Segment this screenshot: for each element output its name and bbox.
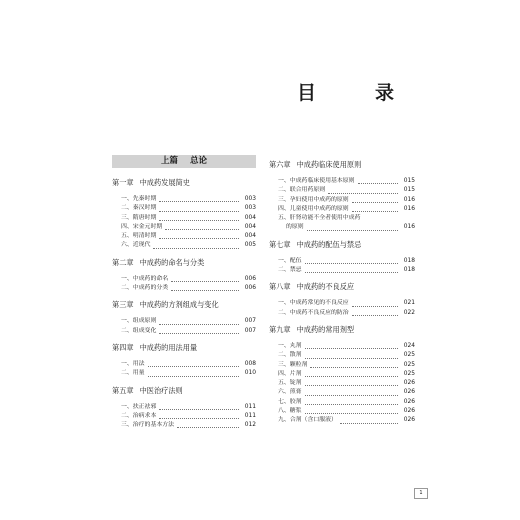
chapter-title: 中成药的不良反应 (296, 282, 355, 292)
entry-page: 025 (403, 361, 415, 368)
dot-leader (159, 418, 239, 419)
dot-leader (171, 290, 239, 291)
dot-leader (340, 423, 398, 424)
dot-leader (148, 376, 239, 377)
entry-page: 024 (403, 342, 415, 349)
chapter-title: 中成药的方剂组成与变化 (139, 300, 219, 310)
part-name: 总论 (190, 156, 208, 166)
entry-label: 一、中成药的命名 (121, 275, 169, 282)
dot-leader (305, 385, 398, 386)
entry-label: 二、中成药的分类 (121, 285, 169, 292)
chapter-number: 第八章 (269, 282, 291, 292)
dot-leader (305, 376, 398, 377)
part-label: 上篇 (160, 156, 178, 166)
entry-page: 025 (403, 352, 415, 359)
entry-page: 016 (403, 196, 415, 203)
dot-leader (305, 358, 398, 359)
toc-entry[interactable] (269, 351, 415, 360)
chapter-block (112, 300, 256, 336)
entry-label: 二、联合用药原则 (278, 187, 326, 194)
entry-page: 026 (403, 398, 415, 405)
chapter-heading[interactable] (269, 240, 415, 250)
dot-leader (305, 263, 398, 264)
chapter-heading[interactable] (269, 325, 415, 335)
toc-entry[interactable] (112, 412, 256, 421)
toc-entry[interactable] (112, 223, 256, 232)
toc-entry[interactable] (269, 309, 415, 318)
entry-label: 二、用量 (121, 370, 145, 377)
toc-entry[interactable] (112, 241, 256, 250)
chapter-heading[interactable] (112, 258, 256, 268)
chapter-title: 中医治疗法则 (139, 385, 183, 395)
chapter-block (269, 160, 415, 233)
chapter-number: 第二章 (112, 257, 134, 267)
entry-page: 016 (403, 224, 415, 231)
entry-page: 026 (403, 380, 415, 387)
entry-page: 015 (403, 187, 415, 194)
dot-leader (153, 248, 239, 249)
entry-page: 006 (244, 285, 256, 292)
toc-entry[interactable] (269, 370, 415, 379)
chapter-number: 第三章 (112, 300, 134, 310)
entry-page: 015 (403, 178, 415, 184)
entry-page: 005 (244, 242, 256, 249)
dot-leader (171, 281, 239, 282)
dot-leader (159, 201, 239, 202)
chapter-number: 第五章 (112, 385, 134, 395)
entry-page: 007 (244, 327, 256, 334)
dot-leader (159, 211, 239, 212)
toc-entry[interactable] (112, 232, 256, 241)
entry-page: 016 (403, 205, 415, 212)
entry-label: 七、胶剂 (278, 398, 302, 405)
entry-label: 三、治疗的基本方法 (121, 422, 175, 429)
entry-label: 二、散剂 (278, 352, 302, 359)
entry-page: 010 (244, 370, 256, 377)
toc-entry[interactable] (112, 369, 256, 378)
chapter-title: 中成药发展简史 (139, 178, 190, 187)
toc-entry[interactable] (112, 403, 256, 412)
entry-label: 的原则 (286, 224, 304, 231)
toc-entry[interactable] (112, 317, 256, 326)
entry-page: 004 (244, 233, 256, 240)
toc-entry[interactable] (269, 416, 415, 425)
toc-entry[interactable] (269, 196, 415, 205)
dot-leader (159, 333, 239, 334)
toc-title: 目 录 (296, 82, 414, 104)
chapter-block (112, 178, 256, 251)
toc-entry[interactable] (269, 214, 415, 223)
entry-label: 二、治病求本 (121, 412, 157, 419)
entry-label: 三、孕妇使用中成药的原则 (278, 196, 349, 203)
chapter-heading[interactable] (112, 178, 256, 188)
entry-page: 026 (403, 389, 415, 396)
toc-entry[interactable] (269, 388, 415, 397)
page-number: 1 (414, 488, 428, 499)
entry-label: 四、宋金元时期 (121, 223, 163, 230)
toc-entry[interactable] (269, 407, 415, 416)
entry-label: 二、秦汉时期 (121, 205, 157, 212)
chapter-title: 中成药的用法用量 (139, 342, 198, 352)
dot-leader (165, 229, 239, 230)
toc-entry[interactable] (269, 257, 415, 266)
dot-leader (148, 366, 239, 367)
entry-label: 五、肝肾功能不全者使用中成药 (278, 215, 361, 222)
entry-label: 九、合剂（含口服液） (278, 417, 337, 424)
part-header (112, 155, 256, 168)
entry-label: 一、配伍 (278, 257, 302, 264)
dot-leader (352, 306, 398, 307)
entry-page: 026 (403, 417, 415, 424)
toc-entry[interactable] (112, 204, 256, 213)
entry-label: 六、近现代 (121, 242, 151, 249)
chapter-heading[interactable] (112, 300, 256, 310)
entry-page: 011 (244, 412, 256, 419)
dot-leader (358, 183, 398, 184)
toc-entry[interactable] (269, 361, 415, 370)
entry-page: 003 (244, 205, 256, 212)
entry-label: 六、煎膏 (278, 389, 302, 396)
entry-page: 025 (403, 370, 415, 377)
entry-label: 一、扶正祛邪 (121, 403, 157, 410)
chapter-block (112, 386, 256, 431)
entry-page: 007 (244, 318, 256, 325)
dot-leader (305, 413, 398, 414)
entry-label: 一、丸剂 (278, 342, 302, 349)
entry-page: 011 (244, 403, 256, 410)
entry-page: 004 (244, 214, 256, 221)
toc-entry[interactable] (269, 205, 415, 214)
toc-entry[interactable] (112, 421, 256, 430)
chapter-heading[interactable] (112, 386, 256, 396)
toc-entry[interactable] (112, 214, 256, 223)
toc-entry[interactable] (269, 223, 415, 232)
entry-label: 五、明清时期 (121, 233, 157, 240)
entry-label: 四、儿童使用中成药的原则 (278, 205, 349, 212)
entry-label: 一、先秦时期 (121, 196, 157, 202)
entry-label: 八、糖浆 (278, 408, 302, 415)
toc-entry[interactable] (112, 275, 256, 284)
entry-page: 022 (403, 309, 415, 316)
entry-label: 二、中成药不良反应的防治 (278, 309, 349, 316)
toc-entry[interactable] (269, 379, 415, 388)
dot-leader (305, 348, 398, 349)
entry-page: 004 (244, 223, 256, 230)
dot-leader (310, 367, 398, 368)
dot-leader (159, 220, 239, 221)
entry-label: 一、组成原则 (121, 318, 157, 325)
dot-leader (159, 324, 239, 325)
chapter-title: 中成药的常用剂型 (296, 324, 355, 334)
dot-leader (177, 427, 239, 428)
chapter-number: 第六章 (269, 160, 291, 169)
chapter-block (112, 343, 256, 379)
toc-entry[interactable] (269, 177, 415, 186)
entry-label: 三、颗粒剂 (278, 361, 308, 368)
entry-page: 018 (403, 257, 415, 264)
chapter-title: 中成药的命名与分类 (139, 257, 205, 267)
dot-leader (352, 211, 398, 212)
dot-leader (328, 193, 398, 194)
entry-label: 五、锭剂 (278, 380, 302, 387)
chapter-heading[interactable] (112, 343, 256, 353)
chapter-heading[interactable] (269, 282, 415, 292)
entry-page: 003 (244, 196, 256, 202)
entry-label: 一、中成药常见的不良反应 (278, 300, 349, 307)
entry-label: 一、中成药临床使用基本原则 (278, 178, 355, 184)
entry-label: 二、禁忌 (278, 267, 302, 274)
chapter-number: 第一章 (112, 178, 134, 187)
chapter-number: 第四章 (112, 342, 134, 352)
chapter-heading[interactable] (269, 160, 415, 170)
entry-page: 012 (244, 422, 256, 429)
toc-right-column (269, 160, 415, 433)
chapter-number: 第七章 (269, 239, 291, 249)
entry-label: 一、用法 (121, 360, 145, 367)
entry-label: 二、组成变化 (121, 327, 157, 334)
dot-leader (352, 202, 398, 203)
chapter-block (269, 325, 415, 426)
dot-leader (307, 230, 398, 231)
dot-leader (159, 409, 239, 410)
entry-page: 021 (403, 300, 415, 307)
dot-leader (159, 238, 239, 239)
toc-entry[interactable] (112, 284, 256, 293)
dot-leader (305, 395, 398, 396)
left-chapter-list (112, 178, 256, 430)
dot-leader (305, 272, 398, 273)
toc-entry[interactable] (269, 398, 415, 407)
toc-entry[interactable] (269, 299, 415, 308)
chapter-block (269, 240, 415, 276)
toc-entry[interactable] (269, 186, 415, 195)
toc-entry[interactable] (269, 266, 415, 275)
right-chapter-list (269, 160, 415, 426)
entry-label: 四、片剂 (278, 370, 302, 377)
entry-page: 026 (403, 408, 415, 415)
chapter-title: 中成药临床使用原则 (296, 160, 362, 169)
chapter-block (269, 282, 415, 318)
chapter-number: 第九章 (269, 324, 291, 334)
toc-entry[interactable] (269, 342, 415, 351)
toc-entry[interactable] (112, 327, 256, 336)
toc-entry[interactable] (112, 195, 256, 204)
entry-page: 006 (244, 275, 256, 282)
entry-page: 018 (403, 267, 415, 274)
toc-left-column (112, 155, 256, 437)
toc-entry[interactable] (112, 360, 256, 369)
chapter-title: 中成药的配伍与禁忌 (296, 239, 362, 249)
dot-leader (305, 404, 398, 405)
chapter-block (112, 258, 256, 294)
entry-label: 三、隋唐时期 (121, 214, 157, 221)
entry-page: 008 (244, 360, 256, 367)
dot-leader (352, 315, 398, 316)
